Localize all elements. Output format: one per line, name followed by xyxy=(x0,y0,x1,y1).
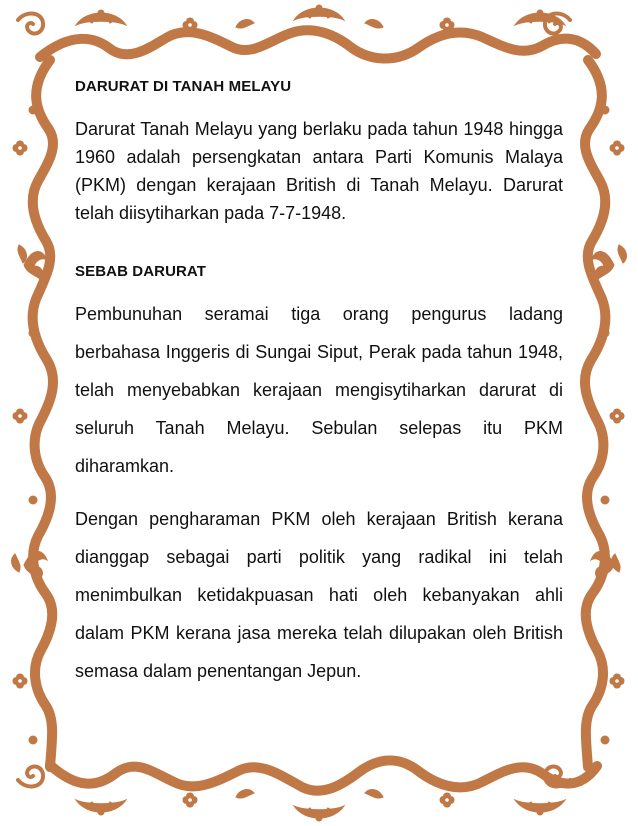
section-heading: SEBAB DARURAT xyxy=(75,263,207,280)
cause-paragraph-1: Pembunuhan seramai tiga orang pengurus ladang berbahasa Inggeris di Sungai Siput, Perak pada tahun 1948, telah menyebabkan kerajaan mengisytiharkan darurat di seluruh Tanah Melayu. Sebulan selepas itu PKM diharamkan. xyxy=(75,304,563,476)
cause-paragraph-2: Dengan pengharaman PKM oleh kerajaan British kerana dianggap sebagai parti politik yang radikal ini telah menimbulkan ketidakpuasan hati oleh kebanyakan ahli dalam PKM kerana jasa mereka telah dilupakan oleh British semasa dalam penentangan Jepun. xyxy=(75,509,563,681)
document-content xyxy=(75,76,563,690)
intro-paragraph: Darurat Tanah Melayu yang berlaku pada tahun 1948 hingga 1960 adalah persengkatan antara Parti Komunis Malaya (PKM) dengan kerajaan British di Tanah Melayu. Darurat telah diisytiharkan pada 7-7-1948. xyxy=(75,119,563,223)
document-title: DARURAT DI TANAH MELAYU xyxy=(75,78,292,95)
